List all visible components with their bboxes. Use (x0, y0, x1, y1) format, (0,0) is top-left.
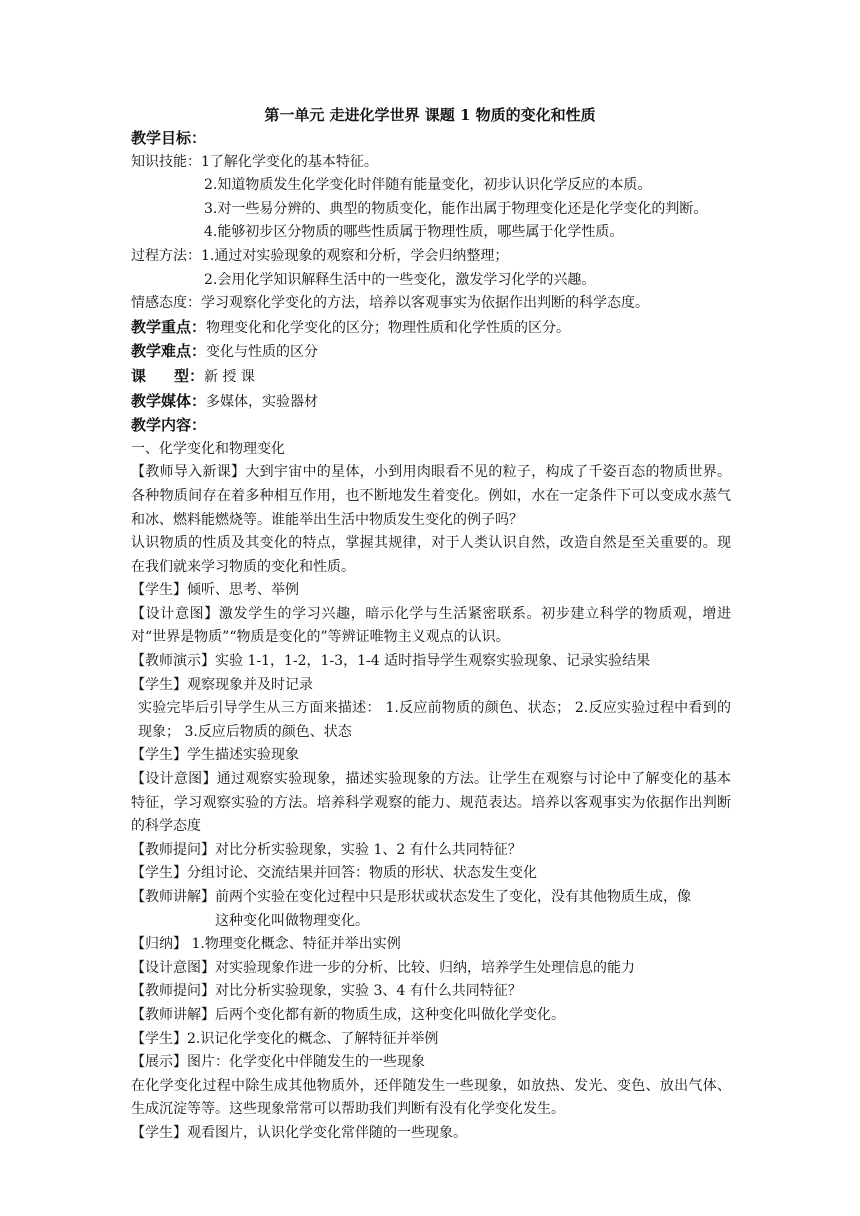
difficulty-line (131, 340, 731, 365)
paragraph-design-1: 【设计意图】激发学生的学习兴趣，暗示化学与生活紧密联系。初步建立科学的物质观，增进对“世界是物质”“物质是变化的”等辨证唯物主义观点的认识。 (131, 605, 731, 646)
process-label: 过程方法： (131, 247, 201, 264)
document-body (131, 127, 731, 1146)
paragraph-student-5: 【学生】2.识记化学变化的概念、了解特征并举例 (131, 1030, 439, 1047)
paragraph-guide: 实验完毕后引导学生从三方面来描述： 1.反应前物质的颜色、状态； 2.反应实验过程中看到的现象； 3.反应后物质的颜色、状态 (138, 700, 731, 740)
paragraph-explain-2: 【教师讲解】后两个变化都有新的物质生成，这种变化叫做化学变化。 (131, 1006, 565, 1023)
lesson-type-label-a: 课 (131, 366, 147, 385)
paragraph-question-1: 【教师提问】对比分析实验现象，实验 1、2 有什么共同特征？ (131, 841, 522, 858)
paragraph-student-4: 【学生】分组讨论、交流结果并回答：物质的形状、状态发生变化 (131, 865, 537, 882)
paragraph-student-6: 【学生】观看图片，认识化学变化常伴随的一些现象。 (131, 1124, 467, 1141)
lesson-type-label-b: 型： (174, 366, 205, 385)
media-text: 多媒体，实验器材 (206, 393, 319, 410)
process-item-1: 1.通过对实验现象的观察和分析，学会归纳整理； (201, 247, 509, 264)
knowledge-item-1: 1了解化学变化的基本特征。 (201, 153, 378, 170)
content-heading: 教学内容： (131, 416, 207, 435)
paragraph-design-2: 【设计意图】通过观察实验现象，描述实验现象的方法。让学生在观察与讨论中了解变化的基本特征，学习观察实验的方法。培养科学观察的能力、规范表达。培养以客观事实为依据作出判断的科学态度 (131, 771, 731, 835)
media-line (131, 390, 731, 415)
key-point-line (131, 316, 731, 341)
lesson-type-line (131, 365, 731, 390)
knowledge-line-1 (131, 151, 731, 175)
page-title: 第一单元 走进化学世界 课题 1 物质的变化和性质 (264, 106, 596, 124)
paragraph-show: 【展示】图片：化学变化中伴随发生的一些现象 (131, 1054, 425, 1071)
lesson-type-text: 新 授 课 (204, 368, 255, 385)
paragraph-summary: 【归纳】 1.物理变化概念、特征并举出实例 (131, 936, 401, 953)
paragraph-design-3: 【设计意图】对实验现象作进一步的分析、比较、归纳，培养学生处理信息的能力 (131, 959, 635, 976)
emotion-line (131, 292, 731, 316)
paragraph-explain-1b: 这种变化叫做物理变化。 (215, 912, 369, 929)
knowledge-item-3: 3.对一些易分辨的、典型的物质变化，能作出属于物理变化还是化学变化的判断。 (204, 200, 708, 217)
difficulty-label: 教学难点： (131, 342, 207, 361)
emotion-text: 学习观察化学变化的方法，培养以客观事实为依据作出判断的科学态度。 (201, 295, 649, 312)
paragraph-student-2: 【学生】观察现象并及时记录 (131, 676, 313, 693)
key-point-label: 教学重点： (131, 317, 207, 336)
paragraph-student-1: 【学生】倾听、思考、举例 (131, 582, 299, 599)
paragraph-student-3: 【学生】学生描述实验现象 (131, 747, 299, 764)
key-point-text: 物理变化和化学变化的区分；物理性质和化学性质的区分。 (206, 319, 571, 336)
process-item-2: 2.会用化学知识解释生活中的一些变化，激发学习化学的兴趣。 (204, 271, 596, 288)
lesson-type-label (131, 367, 204, 385)
knowledge-label: 知识技能： (131, 153, 201, 170)
knowledge-item-2: 2.知道物质发生化学变化时伴随有能量变化，初步认识化学反应的本质。 (204, 177, 652, 194)
section-heading-1: 一、化学变化和物理变化 (131, 440, 285, 457)
emotion-label: 情感态度： (131, 295, 201, 312)
objectives-heading: 教学目标： (131, 129, 207, 147)
media-label: 教学媒体： (131, 391, 207, 410)
paragraph-explain-1a: 【教师讲解】前两个实验在变化过程中只是形状或状态发生了变化，没有其他物质生成，像 (131, 889, 691, 905)
paragraph-demo: 【教师演示】实验 1-1，1-2，1-3，1-4 适时指导学生观察实验现象、记录实验结果 (131, 653, 651, 670)
knowledge-item-4: 4.能够初步区分物质的哪些性质属于物理性质，哪些属于化学性质。 (204, 224, 624, 241)
difficulty-text: 变化与性质的区分 (206, 344, 319, 361)
paragraph-question-2: 【教师提问】对比分析实验现象，实验 3、4 有什么共同特征？ (131, 983, 522, 1000)
paragraph-phenomena: 在化学变化过程中除生成其他物质外，还伴随发生一些现象，如放热、发光、变色、放出气体、生成沉淀等等。这些现象常常可以帮助我们判断有没有化学变化发生。 (131, 1077, 731, 1118)
process-line-1 (131, 245, 731, 269)
paragraph-importance: 认识物质的性质及其变化的特点，掌握其规律，对于人类认识自然，改造自然是至关重要的。现在我们就来学习物质的变化和性质。 (131, 535, 731, 575)
paragraph-intro: 【教师导入新课】大到宇宙中的星体，小到用肉眼看不见的粒子，构成了千姿百态的物质世界。各种物质间存在着多种相互作用，也不断地发生着变化。例如，水在一定条件下可以变成水蒸气和冰、燃料能燃烧等。谁能举出生活中物质发生变化的例子吗？ (131, 464, 731, 528)
